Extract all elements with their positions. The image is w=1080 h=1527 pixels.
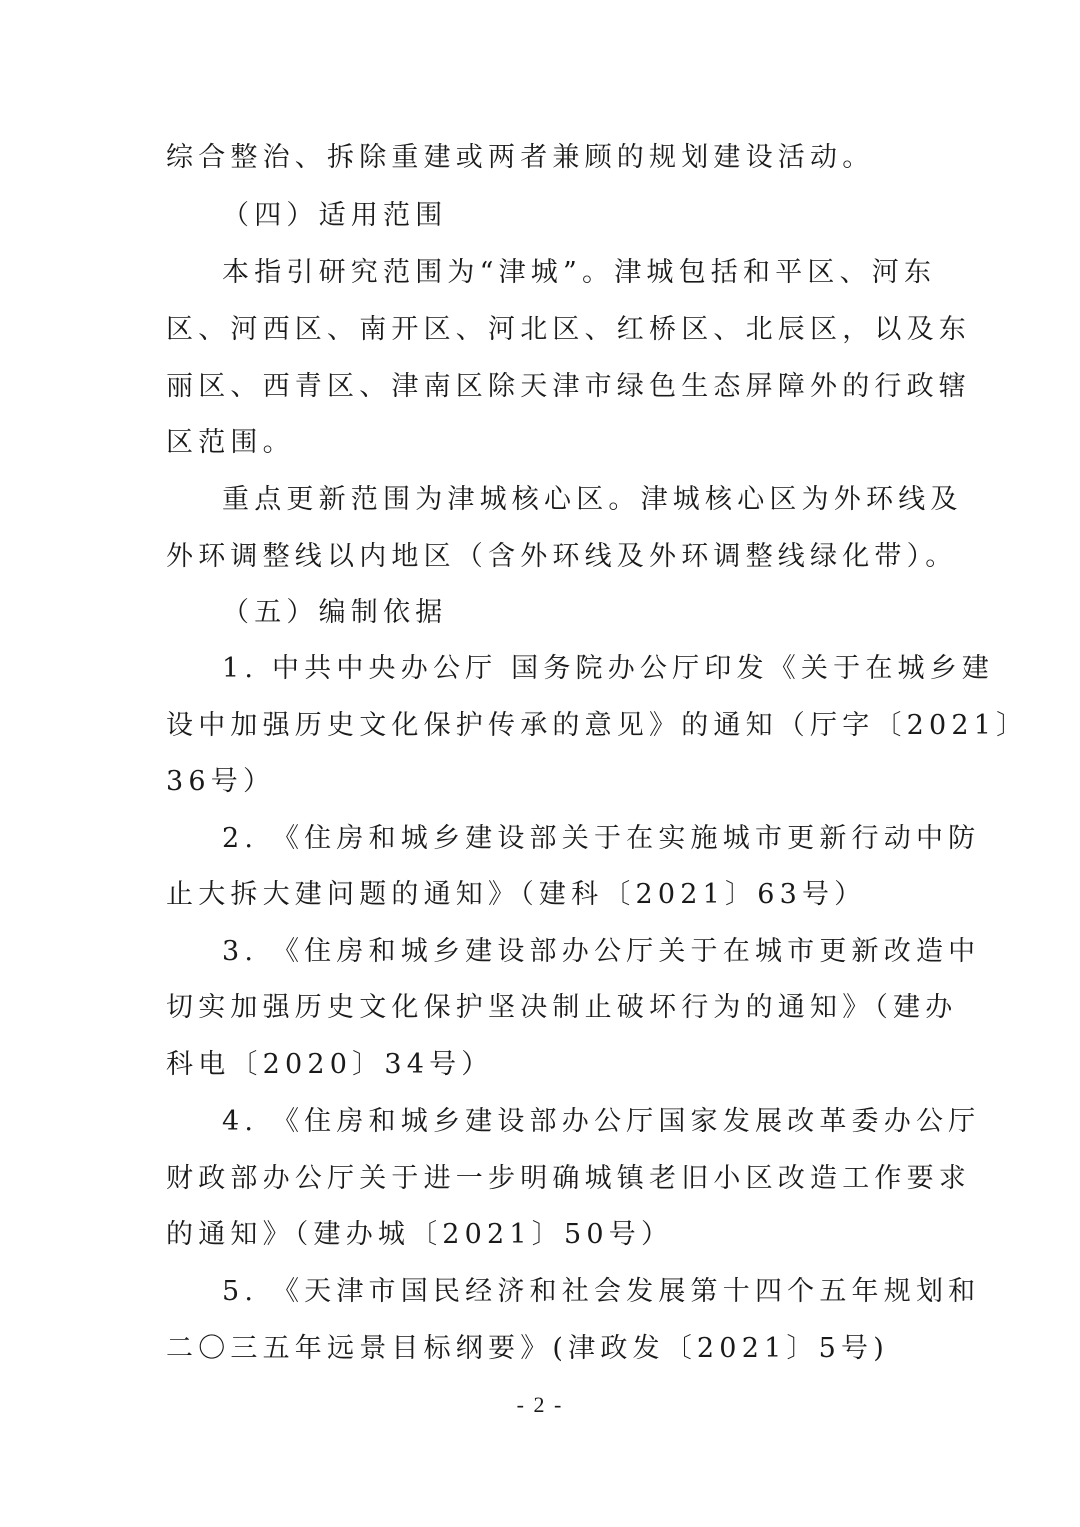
list-item-line: 切实加强历史文化保护坚决制止破坏行为的通知》（建办	[166, 992, 958, 1023]
page-number: - 2 -	[516, 1392, 564, 1417]
list-item-line: 4. 《住房和城乡建设部办公厅国家发展改革委办公厅	[222, 1106, 981, 1137]
text-line: 重点更新范围为津城核心区。津城核心区为外环线及	[222, 484, 963, 515]
list-item-line: 3. 《住房和城乡建设部办公厅关于在城市更新改造中	[222, 936, 981, 967]
list-item-line: 止大拆大建问题的通知》（建科〔2021〕63号）	[166, 879, 867, 910]
text-line: 本指引研究范围为“津城”。津城包括和平区、河东	[222, 257, 937, 288]
list-item-line: 财政部办公厅关于进一步明确城镇老旧小区改造工作要求	[166, 1163, 971, 1194]
list-item-line: 的通知》（建办城〔2021〕50号）	[166, 1219, 674, 1250]
text-line: 外环调整线以内地区（含外环线及外环调整线绿化带）。	[166, 541, 958, 572]
text-line: 区、河西区、南开区、河北区、红桥区、北辰区，以及东	[166, 314, 971, 345]
list-item-line: 36号）	[166, 766, 276, 797]
list-item-line: 设中加强历史文化保护传承的意见》的通知（厅字〔2021〕	[166, 710, 1029, 741]
list-item-line: 科电〔2020〕34号）	[166, 1049, 494, 1080]
text-line: 丽区、西青区、津南区除天津市绿色生态屏障外的行政辖	[166, 371, 971, 402]
text-line: 区范围。	[166, 427, 295, 458]
text-line: 综合整治、拆除重建或两者兼顾的规划建设活动。	[166, 142, 875, 173]
list-item-line: 1. 中共中央办公厅 国务院办公厅印发《关于在城乡建	[222, 653, 995, 684]
section-heading: （四）适用范围	[222, 200, 448, 231]
list-item-line: 2. 《住房和城乡建设部关于在实施城市更新行动中防	[222, 823, 981, 854]
list-item-line: 二〇三五年远景目标纲要》(津政发〔2021〕5号)	[166, 1333, 889, 1364]
section-heading: （五）编制依据	[222, 597, 448, 628]
list-item-line: 5. 《天津市国民经济和社会发展第十四个五年规划和	[222, 1276, 981, 1307]
